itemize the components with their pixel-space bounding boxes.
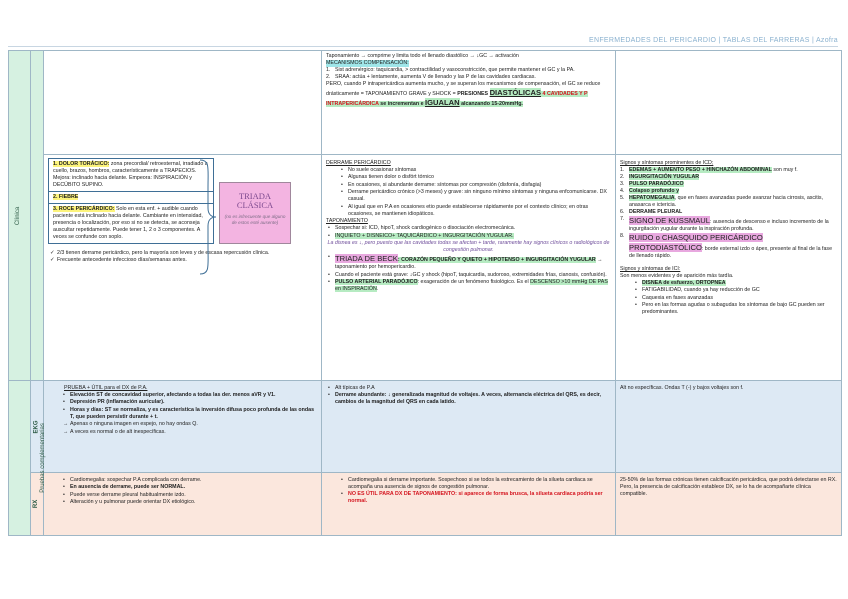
icd-item: 6. DERRAME PLEURAL <box>620 208 683 215</box>
mecanismos-title: MECANISMOS COMPENSACIÓN: <box>326 59 409 66</box>
tapon-item: • INQUIETO + DISNEICO+ TAQUICÁRDICO + INGURGITACIÓN YUGULAR. <box>326 233 611 240</box>
ekg-arrow-item: → A veces es normal o de alt inespecíficas. <box>48 429 317 436</box>
ekg-list <box>48 392 317 421</box>
icd-item: 3. PULSO PARADÓJICO <box>620 180 684 187</box>
cell-rx-pericarditis <box>44 473 322 536</box>
derrame-item: • Derrame pericárdico crónico (>3 meses) y grave: sin ninguno mínimo síntomas y ninguna enfcomunicarse. DX casual. <box>326 189 611 203</box>
rx-tap-item: • Cardiomegalia si derrame importante. Sospechoso si se todos la estrecamiento de la silueta cardiaca se acompaña una ausencia de signos de congestión pulmonar. <box>326 477 611 491</box>
cell-top-pericarditis <box>44 51 322 155</box>
rx-tap-item: • NO ES ÚTIL PARA DX DE TAPONAMIENTO: si aparece de forma brusca, la silueta cardiaca podría ser normal. <box>326 491 611 505</box>
ici-intro: Son menos evidentes y de aparición más tardía. <box>620 272 734 279</box>
check-item: ✓ 2/3 tienen derrame pericárdico, pero la mayoría son leves y de escasa repercusión clínica. <box>48 250 317 257</box>
ekg-item: • Elevación ST de concavidad superior, afectando a todas las der. menos aVR y V1. <box>48 392 317 399</box>
subsection-ekg: EKG <box>31 381 44 473</box>
ekg-title: PRUEBA + ÚTIL para el DX de P.A. <box>64 385 148 391</box>
tapon-note: La disnea es ↓, pero puesto que las cavidades todas se afectan + tarde, raramente hay signos clínicos o radiológicos de congestión pulmonar. <box>327 240 610 254</box>
tapon-list <box>326 225 611 239</box>
tapon-title: TAPONAMIENTO <box>326 218 368 225</box>
curly-brace <box>198 158 218 276</box>
ekg-tap-item: • Alt típicas de P.A <box>326 385 611 392</box>
tapon-list-2 <box>326 254 611 293</box>
triad-box <box>48 158 214 192</box>
mecanismo-item: 2. SRAA: actúa + lentamente, aumenta V de llenado y las P de las cavidades cardiacas. <box>326 73 536 80</box>
pericardium-table <box>8 50 842 536</box>
cell-ekg-pericarditis <box>44 381 322 473</box>
section-pruebas: Pruebas complementarias <box>9 381 31 536</box>
icd-item: 1. EDEMAS + AUMENTO PESO + HINCHAZÓN ABDOMINAL son muy f. <box>620 166 798 173</box>
mecanismos-list <box>326 67 611 81</box>
cell-ekg-taponamiento <box>322 381 616 473</box>
pericarditis-checks <box>48 250 317 264</box>
ekg-tap-list <box>326 385 611 406</box>
pero-paragraph: PERO, cuando P intrapericárdica aumenta mucho, y se superan los mecanismos de compensación, el GC se reduce drásticamente = TAPONAMIENTO GRAVE y SHOCK = PRESIONES DIASTÓLICAS 4 CAVIDADES Y P INTRAPERICÁRDICA se incrementan e IGUALAN alcanzando 15-20mmHg. <box>326 80 601 107</box>
rx-list <box>48 477 317 506</box>
derrame-list <box>326 167 611 218</box>
cell-top-constrictiva <box>616 51 842 155</box>
page-title: ENFERMEDADES DEL PERICARDIO | TABLAS DEL FARRERAS | Azofra <box>589 37 838 44</box>
rx-constrictiva-text: 25-50% de las formas crónicas tienen calcificación pericárdica, que podrá detectarse en RX. Pero, la presencia de calcificación establece DX, se lo ha de acompañarte clínica compatible. <box>620 477 837 497</box>
header-rule <box>8 46 838 47</box>
rx-tap-list <box>326 477 611 505</box>
icd-item: 8. RUIDO o CHASQUIDO PERICÁRDICO PROTODIASTÓLICO: borde esternal izdo o ápex, presente al final de la fase de llenado rápido. <box>620 232 833 259</box>
ekg-arrow-item: → Apenas o ninguna imagen en espejo, no hay ondas Q. <box>48 421 317 428</box>
rx-item: • Puede verse derrame pleural habitualmente izdo. <box>48 492 317 499</box>
cell-ekg-constrictiva <box>616 381 842 473</box>
tapon-item: • Cuando el paciente está grave: ↓GC y shock (hipoT, taquicardia, sudoroso, extremidades frías, cianosis, confusión). <box>326 272 611 279</box>
derrame-item: • Algunas tienen dolor o disfórt tórnico <box>326 174 611 181</box>
rx-item: • Alteración y u pulmonar puede orientar DX etiológico. <box>48 499 317 506</box>
icd-item: 4. Colapso profundo y <box>620 187 680 194</box>
derrame-item: • No suele ocasionar síntomas <box>326 167 611 174</box>
derrame-item: • En ocasiones, si abundante derrame: síntomas por compresión (disfonía, disfagia) <box>326 182 611 189</box>
section-clinica: Clínica <box>9 51 31 381</box>
icd-item: 5. HEPATOMEGALIA, que en fases avanzadas puede avanzar hacia cirrosis, ascitis, anasarca e ictericia. <box>620 194 824 208</box>
icd-item: 2. INGURGITACIÓN YUGULAR <box>620 173 700 180</box>
ici-title: Signos y síntomas de ICI: <box>620 265 681 272</box>
pulso-item: • PULSO ARTERIAL PARADÓJICO: exageración de un fenómeno fisiológico. Es el DESCENSO >10 mmHg DE PAS en INSPIRACIÓN. <box>326 279 611 293</box>
roce-item: 3. ROCE PERICÁRDICO: Solo en esta enf. + audible cuando paciente está inclinado hacia delante. Cambiante en intensidad, presencia o localización, por eso si no se detecta, se aconseja auscultar repetidamente. Puede tener 1, 2 o 3 componentes. A veces se confunde con soplo. <box>48 204 214 244</box>
fiebre-item: 2. FIEBRE <box>48 192 214 204</box>
beck-item: • TRIADA DE BECK: CORAZÓN PEQUEÑO Y QUIETO + HIPOTENSO + INGURGITACIÓN YUGULAR → taponamiento por hemopericardio. <box>326 254 611 271</box>
ici-list <box>620 280 837 316</box>
ekg-arrows <box>48 421 317 435</box>
tapon-item: • Sospechar si: ICD, hipoT, shock cardiogénico o disociación electromecánica. <box>326 225 611 232</box>
derrame-item: • Al igual que en P.A en ocasiones etio puede establecerse rápidamente por el contexto clínico; en otras ocasiones, se mantienen idiopáticos. <box>326 204 611 218</box>
triad-subtitle: (no es infrecuente que alguno de estos esté ausente) <box>224 213 286 225</box>
ekg-item: • Depresión PR (inflamación auricular). <box>48 399 317 406</box>
icd-item: 7. SIGNO DE KUSSMAUL: ausencia de descenso e incluso incremento de la ingurgitación yugular durante la inspiración profunda. <box>620 215 829 232</box>
ici-item: • Pero en las formas agudas o subagudas los síntomas de bajo GC pueden ser predominantes. <box>620 302 837 316</box>
cell-rx-constrictiva <box>616 473 842 536</box>
cell-top-taponamiento <box>322 51 616 155</box>
rx-item: • En ausencia de derrame, puede ser NORMAL. <box>48 484 317 491</box>
ekg-constrictiva-text: Alt no específicas. Ondas T (-) y bajos voltajes son f. <box>620 385 744 391</box>
page-header <box>0 28 848 46</box>
tap-line: Taponamiento → comprime y limita todo el llenado diastólico → ↓GC → activación <box>326 53 519 59</box>
cell-clinica-taponamiento <box>322 155 616 381</box>
section-clinica-pad <box>31 51 44 381</box>
dolor-item: 1. DOLOR TORÁCICO: zona precordial/ retroesternal, irradiado a cuello, brazos, hombros, característicamente a TRAPECIOS. Mejora: inclinado hacia delante. Empeora: INSPIRACIÓN y DECÚBITO SUPINO. <box>53 161 208 188</box>
derrame-title: DERRAME PERICÁRDICO <box>326 160 391 166</box>
ici-item: • DISNEA de esfuerzo, ORTOPNEA <box>620 280 837 287</box>
ekg-item: • Horas y días: ST se normaliza, y es característica la inversión difusa poco profunda de las ondas T, que pueden persistir durante + t. <box>48 407 317 421</box>
icd-title: Signos y síntomas prominentes de ICD; <box>620 160 714 166</box>
icd-list <box>620 167 837 260</box>
rx-item: • Cardiomegalia: sospechar P.A complicada con derrame. <box>48 477 317 484</box>
cell-rx-taponamiento <box>322 473 616 536</box>
ekg-tap-item: • Derrame abundante: ↓ generalizada magnitud de voltajes. A veces, alternancia eléctrica del QRS, es decir, cambios de la magnitud del QRS en cada latido. <box>326 392 611 406</box>
check-item: ✓ Frecuente antecedente infeccioso días/semanas antes. <box>48 257 317 264</box>
mecanismo-item: 1. Sist adrenérgico: taquicardia, > contractilidad y vasoconstricción, que permite mantener el GC y la PA. <box>326 66 575 73</box>
triada-clasica-box <box>219 182 291 244</box>
ici-item: • FATIGABILIDAD, cuando ya hay reducción de GC <box>620 287 837 294</box>
ici-item: • Caquexia en fases avanzadas <box>620 295 837 302</box>
cell-clinica-constrictiva <box>616 155 842 381</box>
triad-title: TRIADA CLÁSICA <box>236 191 274 211</box>
subsection-rx: RX <box>31 473 44 536</box>
